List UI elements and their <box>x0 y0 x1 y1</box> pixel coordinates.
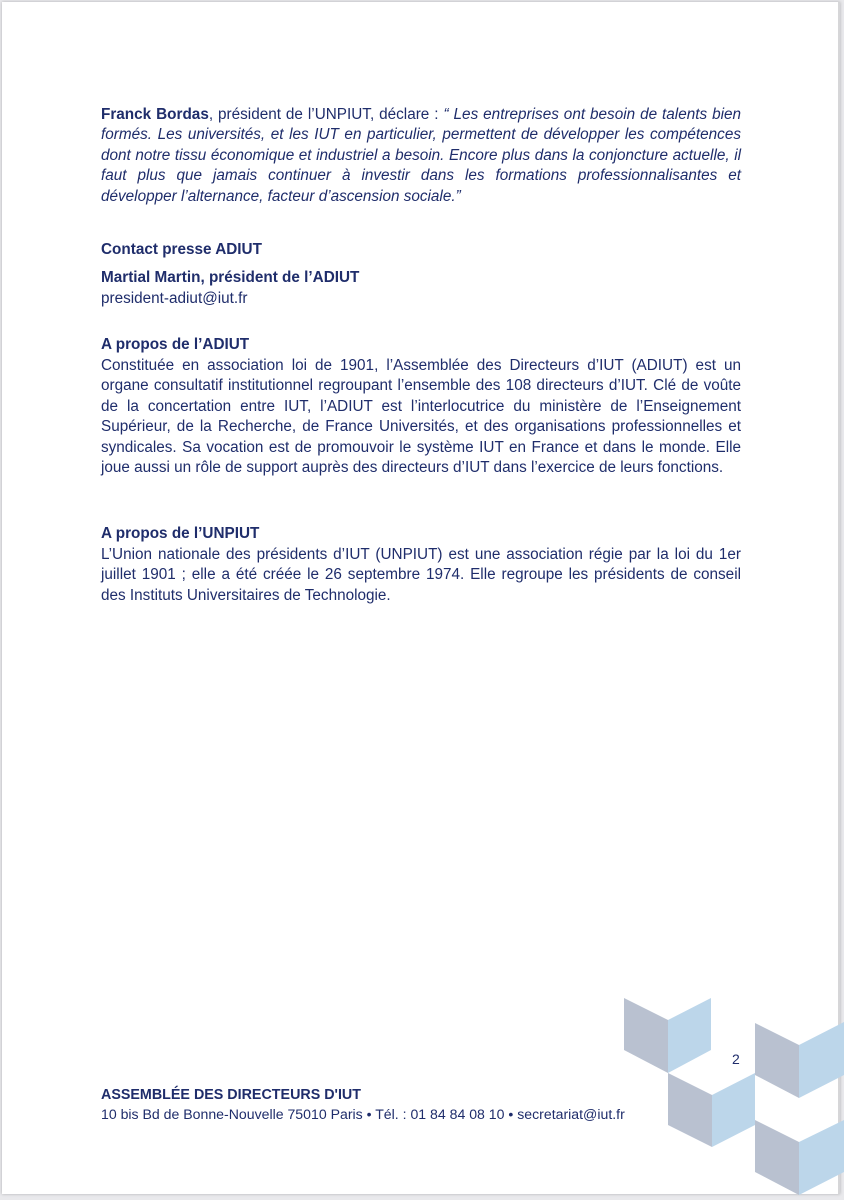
footer-address: 10 bis Bd de Bonne-Nouvelle 75010 Paris • Tél. : 01 84 84 08 10 • secretariat@iut.fr <box>101 1106 625 1122</box>
page-number: 2 <box>732 1051 740 1067</box>
about-unpiut-title: A propos de l’UNPIUT <box>101 525 260 542</box>
speaker-intro: , président de l’UNPIUT, déclare : <box>208 106 444 123</box>
contact-email: president-adiut@iut.fr <box>101 290 248 307</box>
about-adiut-title: A propos de l’ADIUT <box>101 336 250 353</box>
speaker-name: Franck Bordas <box>101 106 209 123</box>
quote-text: “ Les entreprises ont besoin de talents bien formés. Les universités, et les IUT en particulier, permettent de développer les compétences dont notre tissu économique et industriel a besoin. Encore plus dans la conjoncture actuelle, il faut plus que jamais continuer à investir dans les formations professionnalisantes et développer l’alternance, facteur d’ascension sociale.” <box>101 106 741 205</box>
about-adiut-body: Constituée en association loi de 1901, l’Assemblée des Directeurs d’IUT (ADIUT) est un organe consultatif institutionnel regroupant l’ensemble des 108 directeurs d’IUT. Clé de voûte de la concertation entre IUT, l’ADIUT est l’interlocutrice du ministère de l’Enseignement Supérieur, de la Recherche, de France Universités, et des organisations professionnelles et syndicales. Sa vocation est de promouvoir le système IUT en France et dans le monde. Elle joue aussi un rôle de support auprès des directeurs d’IUT dans l’exercice de leurs fonctions. <box>101 357 741 477</box>
about-unpiut-body: L’Union nationale des présidents d’IUT (UNPIUT) est une association régie par la loi du 1er juillet 1901 ; elle a été créée le 26 septembre 1974. Elle regroupe les présidents de conseil des Instituts Universitaires de Technologie. <box>101 546 741 604</box>
document-page <box>2 2 840 1194</box>
contact-title: Contact presse ADIUT <box>101 241 262 258</box>
quote-paragraph <box>101 105 741 207</box>
contact-name: Martial Martin, président de l’ADIUT <box>101 269 360 286</box>
footer-organization: ASSEMBLÉE DES DIRECTEURS D'IUT <box>101 1087 361 1103</box>
